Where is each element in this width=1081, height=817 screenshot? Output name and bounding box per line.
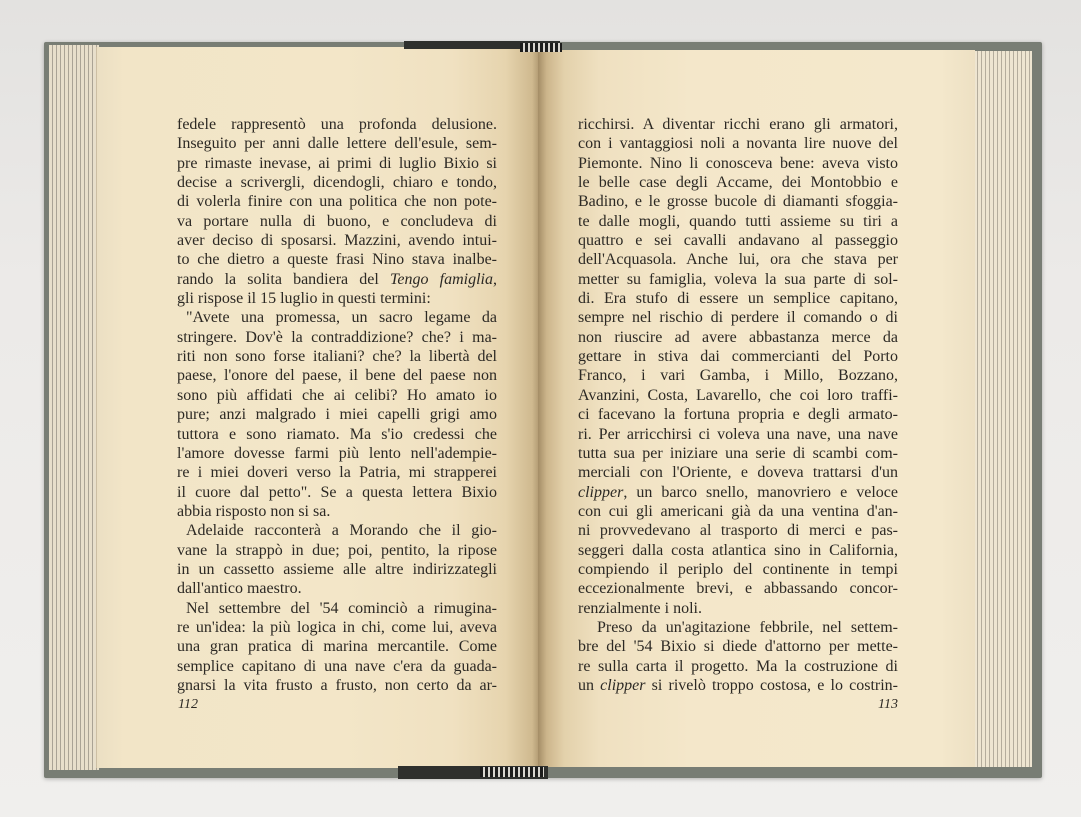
text-line: gli rispose il 15 luglio in questi termini: <box>177 290 431 308</box>
headband-bottom <box>480 767 544 777</box>
page-number: 112 <box>178 697 198 712</box>
text-line: gnarsi la vita frusto a frusto, non certo da ar- <box>177 676 497 694</box>
text-line: Adelaide racconterà a Morando che il gio- <box>186 522 497 540</box>
text-line: pre rimaste inevase, ai primi di luglio Bixio si <box>177 154 497 172</box>
headband-top <box>520 43 562 52</box>
text-line: pure; anzi malgrado i miei capelli grigi amo <box>177 406 497 424</box>
text-line: semplice capitano di una nave c'era da guada- <box>177 657 497 675</box>
text-line <box>578 676 898 695</box>
text-line: re i miei doveri verso la Patria, mi strapperei <box>177 464 497 482</box>
text-line: va portare nulla di buono, e concludeva di <box>177 212 497 230</box>
text-line: non riuscire ad avere abbastanza merce da <box>578 328 898 346</box>
text-line: di volerla finire con una politica che non pote- <box>177 193 497 211</box>
italic-phrase: Tengo famiglia <box>389 270 493 288</box>
text-line: gettare in stiva dai commercianti del Porto <box>578 348 898 366</box>
text-line: tutta sua per iniziare una serie di scambi com- <box>578 444 898 462</box>
text-line: con i vantaggiosi noli a novanta lire nuove del <box>578 135 898 153</box>
text-line: tuttora e sono riamato. Ma s'io credessi che <box>177 425 497 443</box>
text-line: ni provvedevano al trasporto di merci e pas- <box>578 522 898 540</box>
text-line: ri. Per arricchirsi ci voleva una nave, una nave <box>578 425 898 443</box>
text-line: bre del '54 Bixio si diede d'attorno per mette- <box>578 638 898 656</box>
text-line: fedele rappresentò una profonda delusione. <box>177 116 497 133</box>
text-line: di. Era stufo di essere un semplice capitano, <box>578 290 898 308</box>
text-segment: rando la solita bandiera del <box>177 270 390 288</box>
text-line: decise a scrivergli, dicendogli, chiaro e tondo, <box>177 174 497 192</box>
text-line: renzialmente i noli. <box>578 599 702 617</box>
text-line: Inseguito per anni dalle lettere dell'esule, sem- <box>177 135 497 153</box>
text-line <box>578 483 898 502</box>
text-line: vane la strappò in due; poi, pentito, la ripose <box>177 541 497 559</box>
text-line: eccezionalmente brevi, e abbassando concor- <box>578 580 898 598</box>
text-line: aver deciso di sposarsi. Mazzini, avendo intui- <box>177 232 497 250</box>
text-line: quattro e sei cavalli andavano al passeggio <box>578 232 898 250</box>
text-line: Avanzini, Costa, Lavarello, che coi loro traffi- <box>578 386 898 404</box>
text-segment: si rivelò troppo costosa, e lo costrin- <box>645 676 898 694</box>
text-line: seggeri dalla costa atlantica sino in California, <box>578 541 898 559</box>
text-line: una gran pratica di marina mercantile. Come <box>177 638 497 656</box>
text-line: merciali con l'Oriente, e doveva trattarsi d'un <box>578 464 898 482</box>
text-line: ricchirsi. A diventar ricchi erano gli armatori, <box>578 116 898 133</box>
text-line: stringere. Dov'è la contraddizione? che? i ma- <box>177 328 497 346</box>
text-column-right <box>578 115 898 695</box>
text-line: in un cassetto assieme alle altre indirizzategli <box>177 560 497 578</box>
text-line: paese, l'onore del paese, il bene del paese non <box>177 367 497 385</box>
text-line: Preso da un'agitazione febbrile, nel settem- <box>597 618 898 636</box>
text-line: metter su famiglia, voleva la sua parte di sol- <box>578 270 898 288</box>
text-line: sempre nel rischio di perdere il comando o di <box>578 309 898 327</box>
text-line: l'amore dovesse farmi più lento nell'adempie- <box>177 444 497 462</box>
italic-phrase: clipper <box>578 483 624 501</box>
text-line: sono più affidati che ai celibi? Ho amato io <box>177 386 497 404</box>
text-line: re sulla carta il progetto. Ma la costruzione di <box>578 657 898 675</box>
text-line: Nel settembre del '54 cominciò a rimugina- <box>186 599 497 617</box>
text-line: to che dietro a queste frasi Nino stava inalbe- <box>177 251 497 269</box>
text-line <box>177 270 497 289</box>
text-line: il cuore dal petto". Se a questa lettera Bixio <box>177 483 497 501</box>
page-edges-left <box>49 45 99 770</box>
text-line: Badino, e le grosse bucole di diamanti sfoggia- <box>578 193 898 211</box>
page-number: 113 <box>878 697 898 712</box>
text-line: dell'Acquasola. Anche lui, ora che stava per <box>578 251 898 269</box>
page-edges-right <box>974 51 1032 767</box>
text-line: "Avete una promessa, un sacro legame da <box>186 309 497 327</box>
text-line: Piemonte. Nino li conosceva bene: aveva visto <box>578 154 898 172</box>
italic-phrase: clipper <box>600 676 646 694</box>
text-line: con cui gli americani già da una ventina d'an- <box>578 502 898 520</box>
text-column-left <box>177 115 497 695</box>
text-segment: un <box>578 676 601 694</box>
text-line: re un'idea: la più logica in chi, come lui, aveva <box>177 618 497 636</box>
text-segment: , un barco snello, manovriero e veloce <box>623 483 898 501</box>
text-line: te dalle mogli, quando tutti assieme su tiri a <box>578 212 898 230</box>
text-line: compiendo il periplo del continente in tempi <box>578 560 898 578</box>
text-segment: , <box>493 270 497 288</box>
text-line: Franco, i vari Gamba, i Millo, Bozzano, <box>578 367 898 385</box>
text-line: abbia risposto non si sa. <box>177 502 331 520</box>
text-line: riti non sono forse italiani? che? la libertà del <box>177 348 497 366</box>
text-line: ci facevano la fortuna propria e degli armato- <box>578 406 898 424</box>
text-line: le belle case degli Accame, dei Montobbio e <box>578 174 898 192</box>
text-line: dall'antico maestro. <box>177 580 302 598</box>
